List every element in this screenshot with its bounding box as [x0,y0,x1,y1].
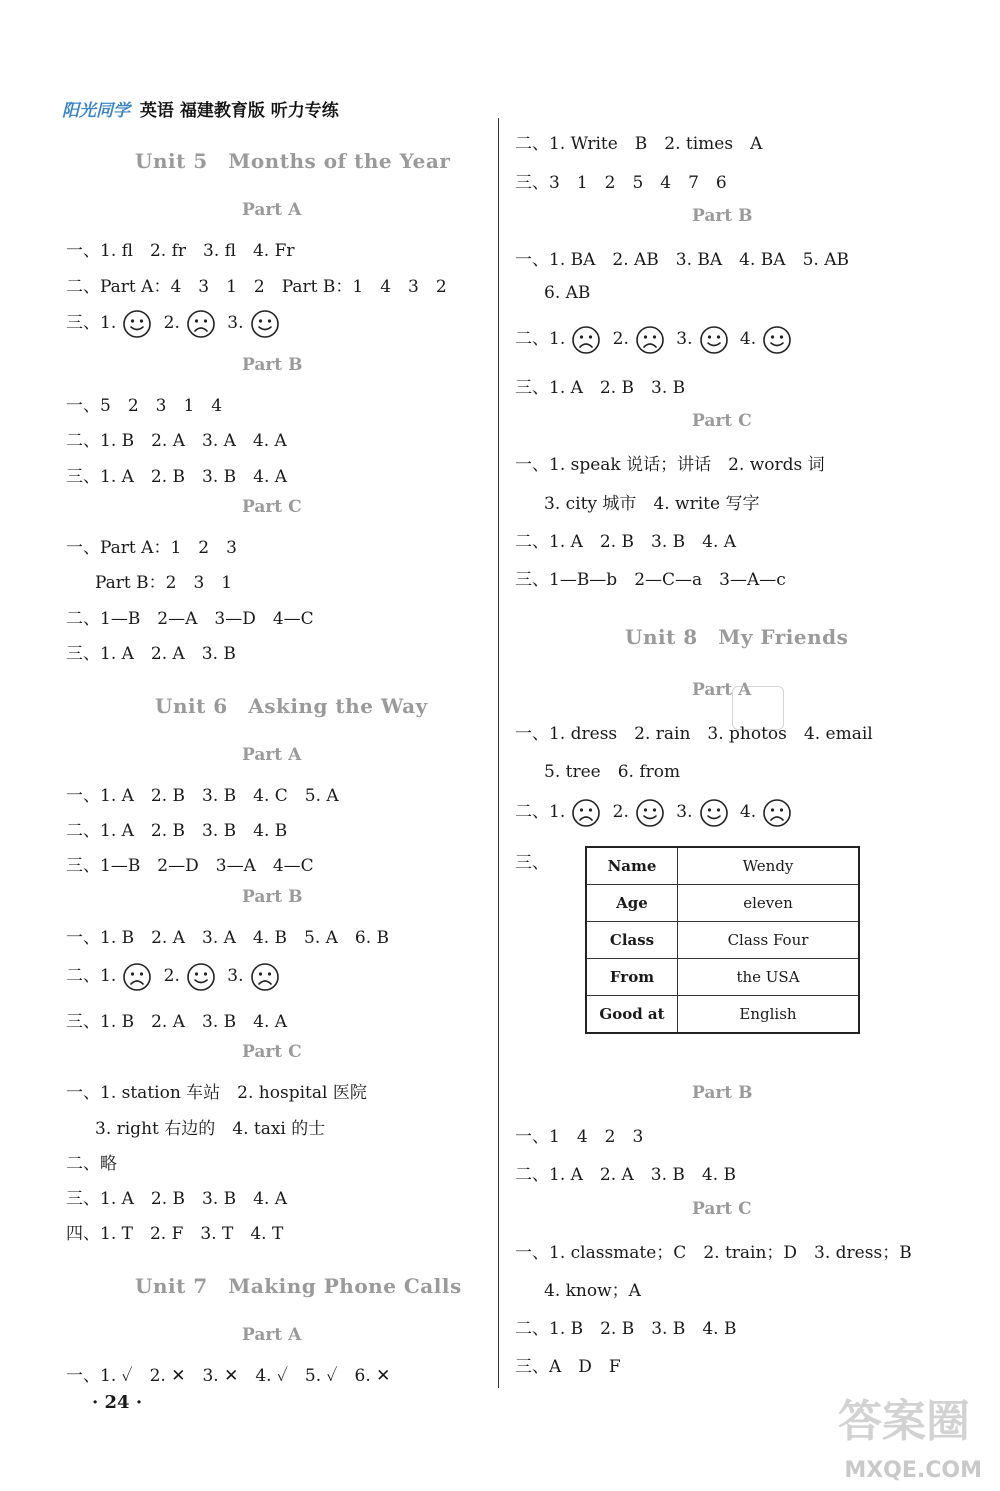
answer-line: 一、1. BA 2. AB 3. BA 4. BA 5. AB [515,250,849,270]
answer-line: 二、略 [66,1154,117,1174]
answer-prefix: 二、1. [515,802,566,822]
answer-line: 一、1. dress 2. rain 3. photos 4. email [515,724,873,744]
face-answer-line [515,797,798,828]
answer-line: 二、1. B 2. A 3. A 4. A [66,431,287,451]
answer-num: 3. [227,966,244,986]
part-c-heading: Part C [692,1199,752,1219]
smiley-face-icon [186,962,216,992]
table-row [586,885,859,922]
answer-line: 三、1. B 2. A 3. B 4. A [66,1012,288,1032]
table-row [586,996,859,1034]
unit-7-title: Unit 7 Making Phone Calls [135,1274,462,1298]
answer-line: 一、1. station 车站 2. hospital 医院 [66,1083,367,1103]
part-a-heading: Part A [242,745,302,765]
answer-num: 2. [612,329,629,349]
face-answer-line [66,961,286,992]
answer-num: 3. [227,313,244,333]
answer-line: Part B：2 3 1 [95,573,233,593]
smiley-face-icon [122,309,152,339]
answer-num: 2. [163,313,180,333]
smiley-face-icon [635,798,665,828]
smiley-face-icon [762,325,792,355]
unit-8-title: Unit 8 My Friends [625,625,849,649]
answer-line: 三、1. A 2. B 3. B [515,378,686,398]
answer-line: 三、A D F [515,1357,621,1377]
answer-num: 3. [676,329,693,349]
answer-line: 二、1. A 2. B 3. B 4. B [66,821,288,841]
answer-line: 3. right 右边的 4. taxi 的士 [95,1119,326,1139]
table-row [586,922,859,959]
table-row [586,847,859,885]
watermark-url: MXQE.COM [844,1458,982,1483]
table-value: Class Four [678,922,860,959]
answer-prefix: 二、1. [66,966,117,986]
page-header [62,96,339,121]
answer-line: 5. tree 6. from [544,762,681,782]
part-b-heading: Part B [242,355,303,375]
answer-num: 2. [163,966,180,986]
answer-line: 三、 [515,853,549,873]
answer-num: 4. [739,329,757,349]
answer-line: 6. AB [544,283,591,303]
table-value: eleven [678,885,860,922]
sad-face-icon [762,798,792,828]
table-key: Age [586,885,678,922]
answer-line: 四、1. T 2. F 3. T 4. T [66,1224,284,1244]
answer-prefix: 三、1. [66,313,117,333]
part-c-heading: Part C [242,1042,302,1062]
answer-line: 4. know；A [544,1281,641,1301]
answer-line: 三、1. A 2. A 3. B [66,644,236,664]
answer-line: 一、1. fl 2. fr 3. fl 4. Fr [66,241,295,261]
answer-prefix: 二、1. [515,329,566,349]
answer-line: 二、1. B 2. B 3. B 4. B [515,1319,737,1339]
part-a-heading: Part A [242,200,302,220]
answer-num: 3. [676,802,693,822]
watermark-logo: 答案圈 [838,1396,970,1447]
answer-line: 三、1—B—b 2—C—a 3—A—c [515,570,786,590]
smiley-face-icon [250,309,280,339]
answer-line: 二、1. Write B 2. times A [515,134,763,154]
table-value: English [678,996,860,1034]
answer-line: 一、1 4 2 3 [515,1127,644,1147]
sad-face-icon [635,325,665,355]
unit-6-title: Unit 6 Asking the Way [155,694,428,718]
answer-line: 一、1. ✓ 2. ✕ 3. ✕ 4. ✓ 5. ✓ 6. ✕ [66,1366,391,1386]
answer-line: 三、3 1 2 5 4 7 6 [515,173,727,193]
smiley-face-icon [699,325,729,355]
part-c-heading: Part C [242,497,302,517]
answer-line: 一、1. speak 说话；讲话 2. words 词 [515,455,825,475]
table-key: From [586,959,678,996]
sad-face-icon [186,309,216,339]
answer-line: 一、1. A 2. B 3. B 4. C 5. A [66,786,339,806]
table-key: Class [586,922,678,959]
unit-5-title: Unit 5 Months of the Year [135,149,451,173]
smiley-face-icon [699,798,729,828]
table-row [586,959,859,996]
column-divider [498,118,499,1388]
answer-line: 3. city 城市 4. write 写字 [544,494,760,514]
friend-info-table [585,846,860,1034]
answer-line: 三、1—B 2—D 3—A 4—C [66,856,314,876]
part-b-heading: Part B [692,1083,753,1103]
page-number: · 24 · [92,1392,143,1413]
answer-line: 一、1. B 2. A 3. A 4. B 5. A 6. B [66,928,390,948]
sad-face-icon [122,962,152,992]
face-answer-line [66,308,286,339]
table-value: the USA [678,959,860,996]
sad-face-icon [571,798,601,828]
answer-line: 一、Part A：1 2 3 [66,538,237,558]
answer-line: 二、1. A 2. A 3. B 4. B [515,1165,737,1185]
answer-line: 二、1. A 2. B 3. B 4. A [515,532,737,552]
part-a-heading: Part A [242,1325,302,1345]
answer-line: 二、1—B 2—A 3—D 4—C [66,609,314,629]
answer-line: 一、5 2 3 1 4 [66,396,223,416]
table-key: Good at [586,996,678,1034]
face-answer-line [515,324,798,355]
part-b-heading: Part B [242,887,303,907]
part-c-heading: Part C [692,411,752,431]
sad-face-icon [571,325,601,355]
table-value: Wendy [678,847,860,885]
answer-num: 2. [612,802,629,822]
answer-line: 一、1. classmate；C 2. train；D 3. dress；B [515,1243,912,1263]
answer-line: 三、1. A 2. B 3. B 4. A [66,1189,288,1209]
part-a-heading: Part A [692,680,752,700]
part-b-heading: Part B [692,206,753,226]
table-key: Name [586,847,678,885]
sad-face-icon [250,962,280,992]
answer-line: 三、1. A 2. B 3. B 4. A [66,467,288,487]
answer-num: 4. [739,802,757,822]
answer-line: 二、Part A：4 3 1 2 Part B：1 4 3 2 [66,277,447,297]
brand-logo: 阳光同学 [62,101,130,121]
header-title: 英语 福建教育版 听力专练 [139,101,339,121]
